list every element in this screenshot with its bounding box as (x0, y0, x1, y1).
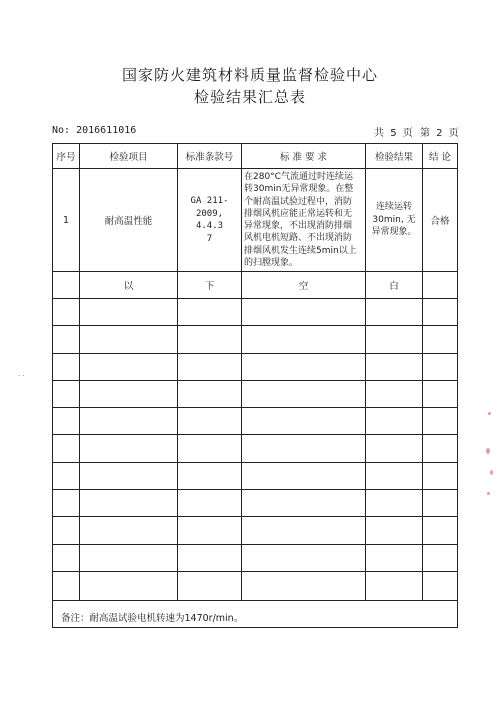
header-conclusion: 结 论 (428, 152, 452, 163)
row-divider (53, 571, 457, 572)
row1-standard-requirement (244, 171, 364, 269)
blank-marker-3: 空 (298, 281, 309, 292)
results-table (52, 143, 458, 628)
result-line: 30min, 无 (372, 214, 416, 225)
clause-line: 7 (206, 233, 213, 244)
row1-test-item: 耐高温性能 (104, 216, 153, 227)
header-test-result: 检验结果 (374, 152, 413, 163)
row-divider (53, 407, 457, 408)
requirement-line: 个耐高温试验过程中，消防 (244, 196, 353, 207)
requirement-line: 转30min无异常现象。在整 (244, 184, 354, 195)
row-divider (53, 353, 457, 354)
row1-number: 1 (62, 214, 70, 226)
page-total: 5 (390, 128, 397, 139)
requirement-line: 在280°C气流通过时连续运 (244, 172, 353, 182)
row-divider (53, 489, 457, 490)
row-divider (53, 516, 457, 517)
row-divider (53, 600, 457, 601)
column-divider (241, 144, 242, 601)
requirement-line: 的扫膛现象。 (244, 258, 299, 269)
page-total-suffix: 页 (402, 128, 413, 139)
scan-artifact (486, 448, 490, 454)
row1-test-result (366, 169, 422, 271)
page-current: 2 (436, 128, 443, 139)
requirement-line: 风机电机短路、不出现消防 (244, 233, 353, 244)
document-title: 国家防火建筑材料质量监督检验中心 (121, 66, 378, 84)
blank-marker-1: 以 (123, 281, 134, 292)
row-divider (53, 544, 457, 545)
scan-artifact (490, 470, 493, 475)
scan-artifact: · · (18, 372, 25, 380)
requirement-line: 异常现象，不出现消防排烟 (244, 221, 353, 232)
scan-artifact (487, 492, 490, 495)
result-line: 连续运转 (375, 202, 412, 213)
scan-artifact (488, 412, 491, 415)
blank-marker-4: 白 (389, 281, 399, 292)
header-standard-requirement: 标 准 要 求 (279, 152, 328, 163)
document-subtitle: 检验结果汇总表 (193, 88, 306, 106)
row-divider (53, 380, 457, 381)
result-line: 异常现象。 (371, 227, 417, 238)
row-divider (53, 298, 457, 299)
row1-standard-clause (178, 169, 241, 271)
header-number: 序号 (56, 152, 76, 163)
clause-line: GA 211- (190, 196, 229, 206)
clause-line: 2009, (195, 208, 224, 219)
requirement-line: 排烟风机发生连续5min以上 (244, 245, 357, 256)
remark: 备注：耐高温试验电机转速为1470r/min。 (61, 613, 244, 624)
header-test-item: 检验项目 (109, 152, 148, 163)
row1-conclusion: 合格 (430, 216, 450, 227)
page-info (374, 124, 459, 139)
clause-line: 4.4.3 (195, 221, 224, 231)
row-divider (53, 462, 457, 463)
report-number: No: 2016611016 (52, 125, 137, 136)
page-total-prefix: 共 (374, 128, 384, 139)
page-current-prefix: 第 (419, 128, 430, 139)
row-divider (53, 325, 457, 326)
row-divider (53, 434, 457, 435)
page-current-suffix: 页 (448, 128, 459, 139)
requirement-line: 排烟风机应能正常运转和无 (244, 208, 353, 219)
header-standard-clause: 标准条款号 (185, 152, 234, 163)
blank-marker-2: 下 (204, 281, 215, 292)
